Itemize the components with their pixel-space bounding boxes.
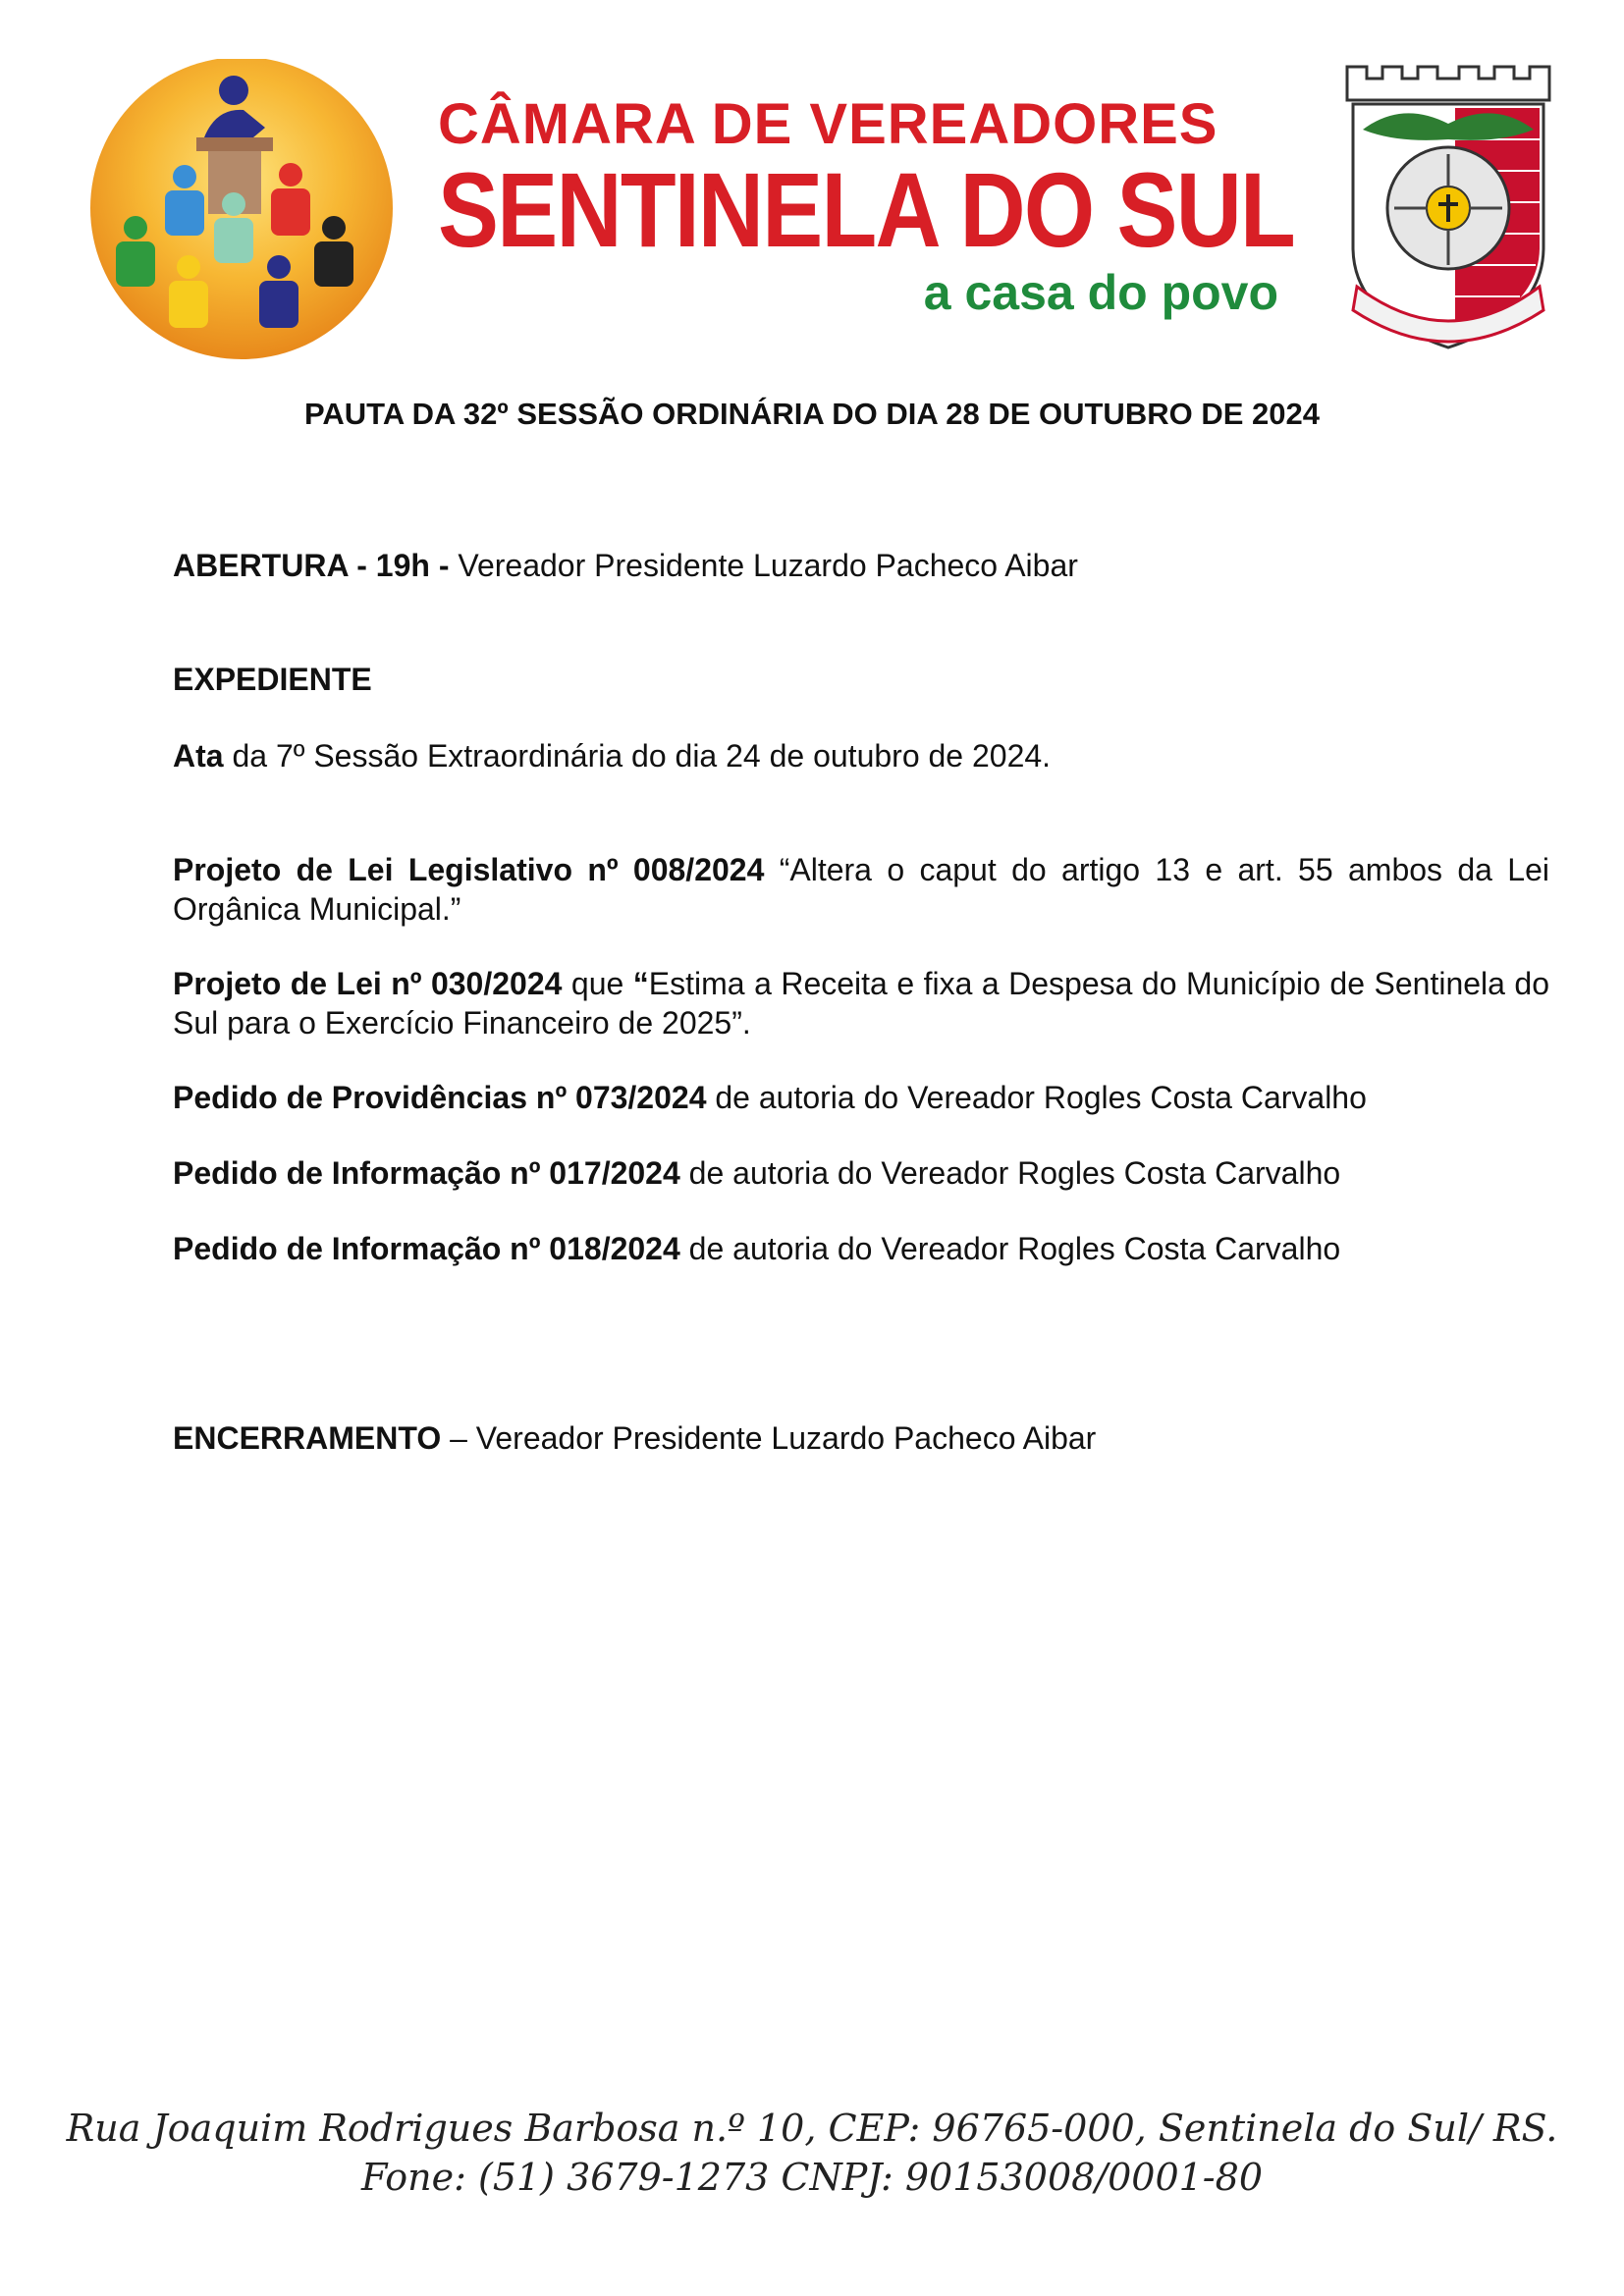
footer-contact: Fone: (51) 3679-1273 CNPJ: 90153008/0001-80 [360,2156,1263,2199]
encerramento-label: ENCERRAMENTO [173,1420,442,1456]
item-text: que [562,966,633,1001]
encerramento-line [173,1418,1549,1458]
footer-address: Rua Joaquim Rodrigues Barbosa n.º 10, CEP: 96765-000, Sentinela do Sul/ RS. [66,2107,1558,2150]
ata-label: Ata [173,738,224,774]
item-label: Projeto de Lei nº 030/2024 [173,966,563,1001]
header-title-block [438,94,1302,320]
agenda-item [173,850,1549,929]
item-label: Pedido de Providências nº 073/2024 [173,1080,707,1115]
encerramento-text: – Vereador Presidente Luzardo Pacheco Aibar [441,1420,1097,1456]
camara-people-logo [86,59,397,363]
item-label: Pedido de Informação nº 017/2024 [173,1155,680,1191]
header-line-sentinela: SENTINELA DO SUL [438,150,1295,269]
item-label: Pedido de Informação nº 018/2024 [173,1231,680,1266]
item-quote-mark: “ [632,966,649,1001]
agenda-item [173,1229,1549,1268]
item-label: Projeto de Lei Legislativo nº 008/2024 [173,852,765,887]
item-text: de autoria do Vereador Rogles Costa Carvalho [679,1231,1341,1266]
item-text: “Altera o caput do artigo 13 e art. 55 ambos da Lei Orgânica Municipal.” [173,852,1550,927]
header-line-camara: CÂMARA DE VEREADORES [438,92,1218,156]
item-text: de autoria do Vereador Rogles Costa Carvalho [706,1080,1367,1115]
agenda-item [173,1153,1549,1193]
item-text: Estima a Receita e fixa a Despesa do Município de Sentinela do Sul para o Exercício Financeiro de 2025”. [173,966,1550,1041]
abertura-line [173,546,1549,585]
abertura-text: Vereador Presidente Luzardo Pacheco Aibar [449,548,1078,583]
agenda-item [173,1078,1549,1117]
session-title: PAUTA DA 32º SESSÃO ORDINÁRIA DO DIA 28 DE OUTUBRO DE 2024 [304,397,1320,431]
header-line-slogan: a casa do povo [923,265,1278,320]
agenda-item [173,964,1549,1042]
municipal-crest-icon [1333,61,1563,355]
item-text: de autoria do Vereador Rogles Costa Carvalho [679,1155,1341,1191]
abertura-label: ABERTURA - 19h - [173,548,450,583]
expediente-heading: EXPEDIENTE [173,662,372,697]
ata-text: da 7º Sessão Extraordinária do dia 24 de outubro de 2024. [223,738,1052,774]
ata-line [173,736,1549,775]
